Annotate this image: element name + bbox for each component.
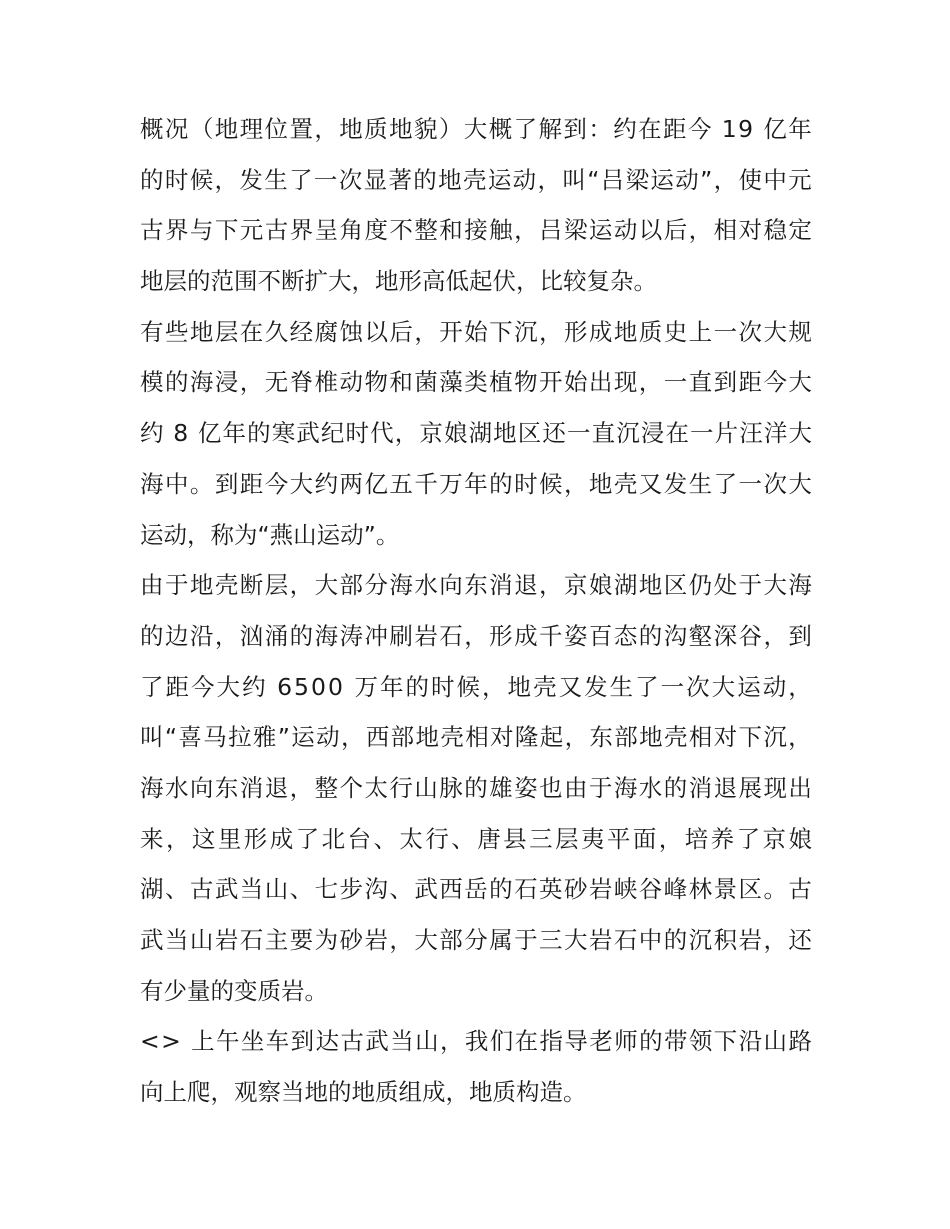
text-line: 了 距 今 大 约 6 5 0 0 万 年 的 时 候 ， 地 壳 又 发 生 了 一 次 大 运 动 ， <box>140 672 812 701</box>
text-line: 的 时 候 ， 发 生 了 一 次 显 著 的 地 壳 运 动 ， 叫 “ 吕 梁 运 动 ” ， 使 中 元 <box>140 165 812 194</box>
paragraph <box>140 107 812 310</box>
text-line: 有少量的变质岩。 <box>140 976 328 1005</box>
text-line: 武 当 山 岩 石 主 要 为 砂 岩 ， 大 部 分 属 于 三 大 岩 石 中 的 沉 积 岩 ， 还 <box>140 926 812 954</box>
text-line: 来 ， 这 里 形 成 了 北 台 、 太 行 、 唐 县 三 层 夷 平 面 ， 培 养 了 京 娘 <box>140 824 812 853</box>
text-line: 运动，称为“燕山运动”。 <box>140 520 400 549</box>
text-line: 古 界 与 下 元 古 界 呈 角 度 不 整 和 接 触 ， 吕 梁 运 动 以 后 ， 相 对 稳 定 <box>140 216 812 245</box>
text-line: 叫 “ 喜 马 拉 雅 ” 运 动 ， 西 部 地 壳 相 对 隆 起 ， 东 部 地 壳 相 对 下 沉 ， <box>140 723 812 752</box>
text-line: 湖 、 古 武 当 山 、 七 步 沟 、 武 西 岳 的 石 英 砂 岩 峡 谷 峰 林 景 区 。 古 <box>140 875 812 904</box>
paragraph <box>140 563 812 1019</box>
text-line: 向上爬，观察当地的地质组成，地质构造。 <box>140 1078 587 1107</box>
text-line: 的 边 沿 ， 汹 涌 的 海 涛 冲 刷 岩 石 ， 形 成 千 姿 百 态 的 沟 壑 深 谷 ， 到 <box>140 621 812 650</box>
paragraph <box>140 310 812 563</box>
text-line: 由 于 地 壳 断 层 ， 大 部 分 海 水 向 东 消 退 ， 京 娘 湖 地 区 仍 处 于 大 海 <box>140 571 812 600</box>
text-line: 模 的 海 浸 ， 无 脊 椎 动 物 和 菌 藻 类 植 物 开 始 出 现 ， 一 直 到 距 今 大 <box>140 368 812 397</box>
paragraph <box>140 1019 812 1120</box>
text-line: 概 况 （ 地 理 位 置 ， 地 质 地 貌 ） 大 概 了 解 到 ： 约 在 距 今 1 9 亿 年 <box>140 115 812 143</box>
document-body <box>140 107 812 1121</box>
text-line: 约 8 亿 年 的 寒 武 纪 时 代 ， 京 娘 湖 地 区 还 一 直 沉 浸 在 一 片 汪 洋 大 <box>140 419 812 448</box>
text-line: < > 上 午 坐 车 到 达 古 武 当 山 ， 我 们 在 指 导 老 师 的 带 领 下 沿 山 路 <box>140 1027 812 1056</box>
text-line: 海 水 向 东 消 退 ， 整 个 太 行 山 脉 的 雄 姿 也 由 于 海 水 的 消 退 展 现 出 <box>140 773 812 802</box>
text-line: 地层的范围不断扩大，地形高低起伏，比较复杂。 <box>140 267 657 296</box>
text-line: 海 中 。 到 距 今 大 约 两 亿 五 千 万 年 的 时 候 ， 地 壳 又 发 生 了 一 次 大 <box>140 469 812 498</box>
text-line: 有 些 地 层 在 久 经 腐 蚀 以 后 ， 开 始 下 沉 ， 形 成 地 质 史 上 一 次 大 规 <box>140 317 812 346</box>
